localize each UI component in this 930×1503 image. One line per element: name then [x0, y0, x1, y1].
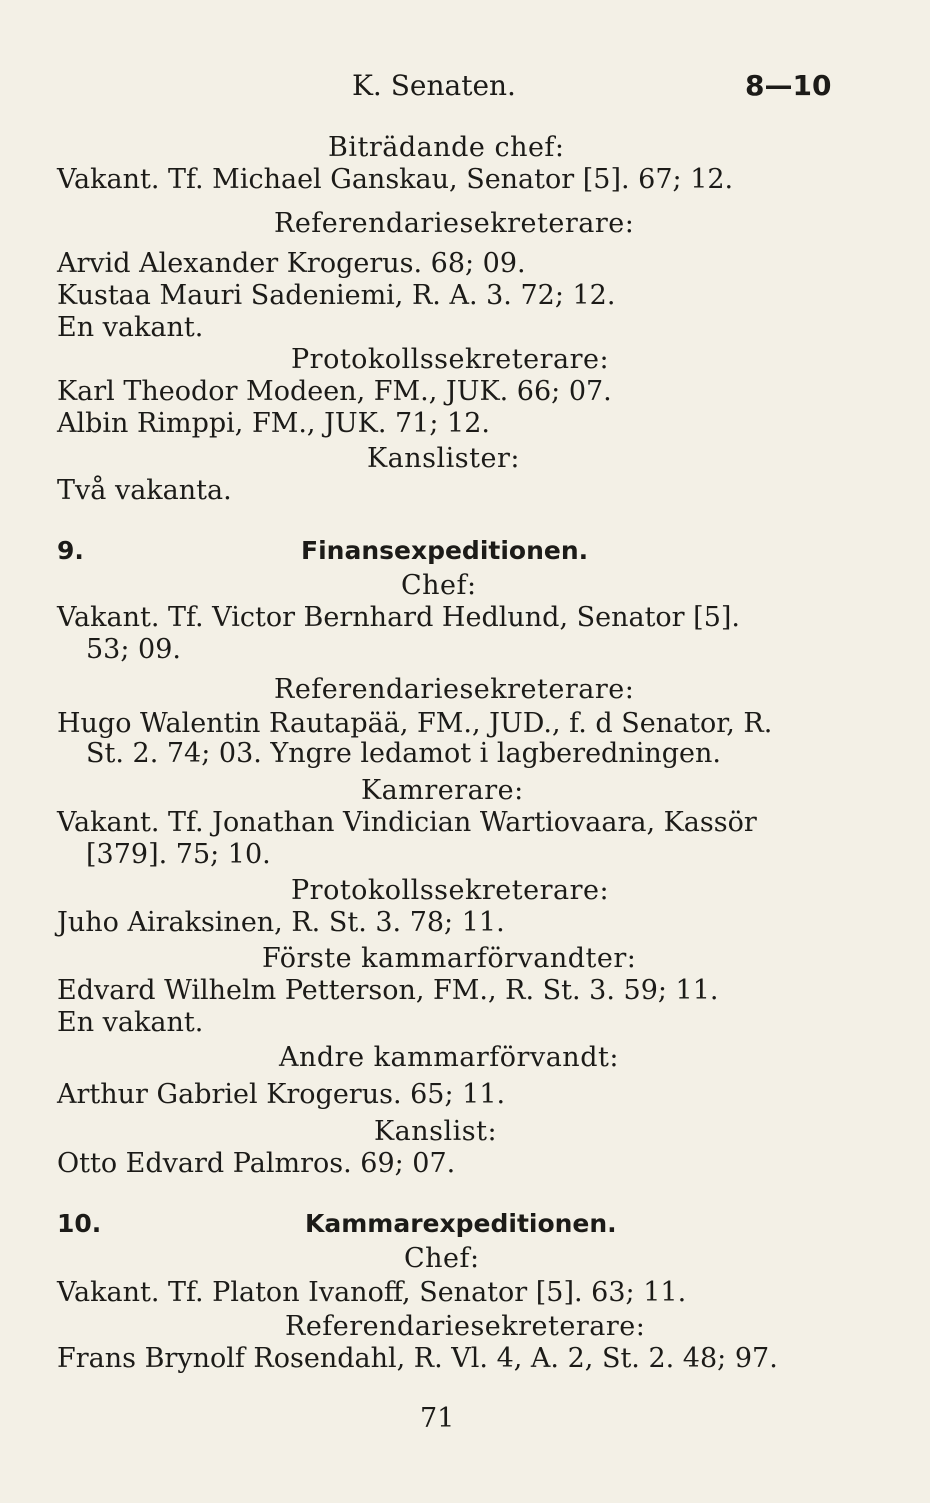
- entry-line: Karl Theodor Modeen, FM., JUK. 66; 07.: [57, 376, 612, 407]
- entry-line: Otto Edvard Palmros. 69; 07.: [57, 1148, 456, 1179]
- entry-line: Frans Brynolf Rosendahl, R. Vl. 4, A. 2, St. 2. 48; 97.: [57, 1343, 778, 1374]
- entry-line: Arthur Gabriel Krogerus. 65; 11.: [57, 1079, 506, 1110]
- role-heading: Referendariesekreterare:: [285, 1311, 646, 1342]
- role-heading: Biträdande chef:: [328, 132, 565, 163]
- running-head-title: K. Senaten.: [352, 69, 516, 102]
- entry-line: Vakant. Tf. Michael Ganskau, Senator [5]. 67; 12.: [57, 164, 734, 195]
- entry-line: En vakant.: [57, 1007, 204, 1038]
- role-heading: Chef:: [401, 570, 477, 601]
- entry-line: Edvard Wilhelm Petterson, FM., R. St. 3. 59; 11.: [57, 975, 719, 1006]
- entry-line: St. 2. 74; 03. Yngre ledamot i lagberedningen.: [86, 738, 721, 769]
- role-heading: Kamrerare:: [361, 775, 524, 806]
- entry-line: Vakant. Tf. Jonathan Vindician Wartiovaara, Kassör: [57, 807, 757, 838]
- role-heading: Protokollssekreterare:: [291, 344, 610, 375]
- section-number: 9.: [57, 536, 84, 565]
- role-heading: Kanslist:: [374, 1116, 498, 1147]
- entry-line: Vakant. Tf. Victor Bernhard Hedlund, Senator [5].: [57, 602, 740, 633]
- entry-line: Arvid Alexander Krogerus. 68; 09.: [57, 248, 526, 279]
- role-heading: Andre kammarförvandt:: [279, 1042, 619, 1073]
- entry-line: Albin Rimppi, FM., JUK. 71; 12.: [57, 408, 490, 439]
- entry-line: Två vakanta.: [57, 475, 232, 506]
- entry-line: Vakant. Tf. Platon Ivanoff, Senator [5]. 63; 11.: [57, 1277, 687, 1308]
- section-title: Kammarexpeditionen.: [305, 1209, 617, 1238]
- entry-line: [379]. 75; 10.: [86, 839, 271, 870]
- page-number: 71: [420, 1403, 455, 1434]
- entry-line: 53; 09.: [86, 634, 181, 665]
- running-head-range: 8—10: [745, 69, 832, 102]
- entry-line: Kustaa Mauri Sadeniemi, R. A. 3. 72; 12.: [57, 280, 616, 311]
- role-heading: Referendariesekreterare:: [274, 208, 635, 239]
- role-heading: Protokollssekreterare:: [291, 875, 610, 906]
- role-heading: Referendariesekreterare:: [274, 674, 635, 705]
- entry-line: Hugo Walentin Rautapää, FM., JUD., f. d Senator, R.: [57, 708, 773, 739]
- section-number: 10.: [57, 1209, 102, 1238]
- entry-line: En vakant.: [57, 312, 204, 343]
- section-title: Finansexpeditionen.: [301, 536, 589, 565]
- role-heading: Kanslister:: [367, 443, 520, 474]
- role-heading: Förste kammarförvandter:: [262, 943, 637, 974]
- role-heading: Chef:: [404, 1243, 480, 1274]
- entry-line: Juho Airaksinen, R. St. 3. 78; 11.: [57, 907, 505, 938]
